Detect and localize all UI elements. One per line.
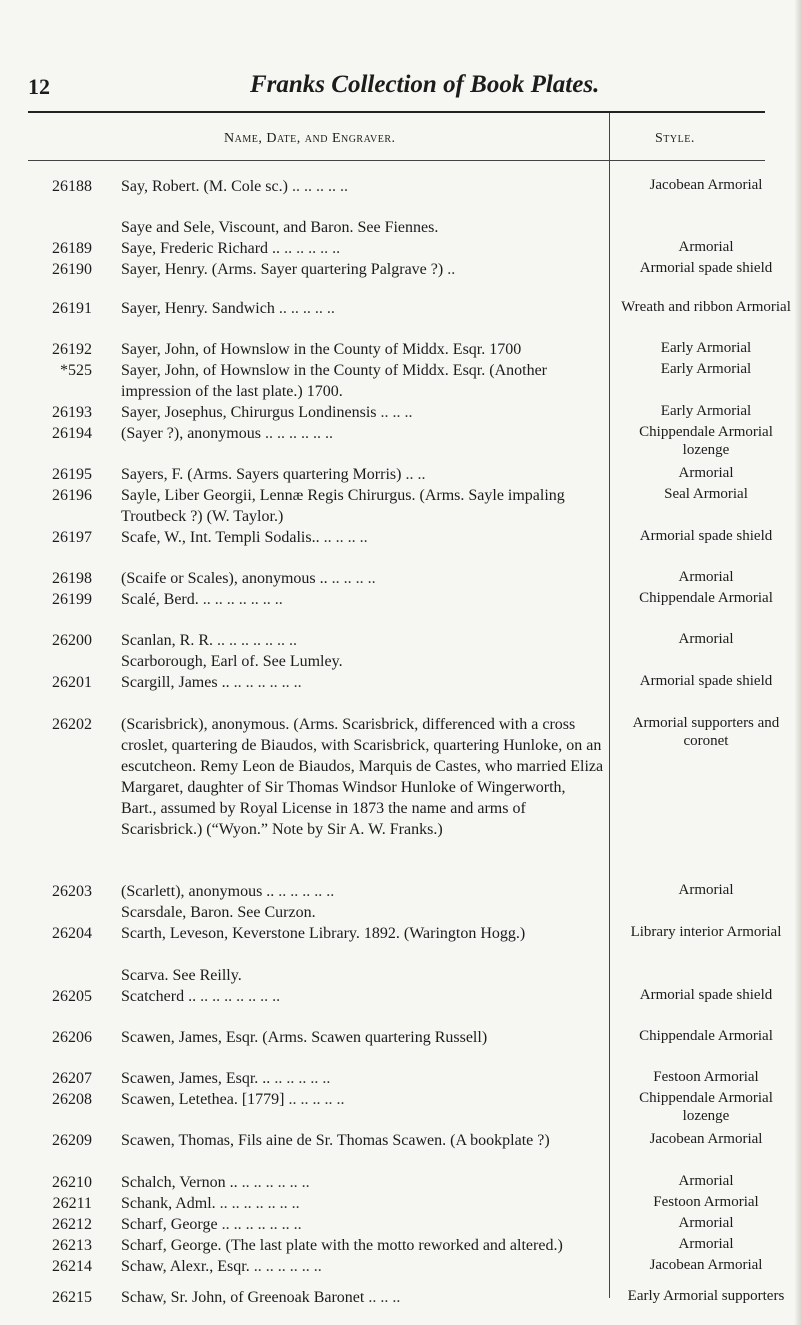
entry-name: (Scarlett), anonymous .. .. .. .. .. .. — [121, 883, 335, 900]
entry-style: Jacobean Armorial — [649, 177, 763, 193]
entry-name: Scanlan, R. R. .. .. .. .. .. .. .. — [121, 632, 297, 649]
entry-style: Early Armorial — [660, 340, 752, 356]
entry-name: Schank, Adml. .. .. .. .. .. .. .. — [121, 1195, 300, 1212]
entry-number: 26194 — [52, 425, 92, 442]
entry-number: 26199 — [52, 591, 92, 608]
entry-number: 26210 — [52, 1174, 92, 1191]
entry-style: Festoon Armorial — [653, 1194, 759, 1210]
entry-style: Armorial — [678, 882, 734, 898]
entry-number: 26205 — [52, 988, 92, 1005]
entry-name: Scawen, James, Esqr. (Arms. Scawen quartering Russell) — [121, 1029, 488, 1046]
entry-number: 26196 — [52, 487, 92, 504]
page-number: 12 — [28, 74, 50, 99]
entry-name: Scawen, Letethea. [1779] .. .. .. .. .. — [121, 1091, 345, 1108]
running-title: Franks Collection of Book Plates. — [250, 71, 600, 98]
entry-style: Armorial spade shield — [639, 260, 773, 276]
entry-style: Armorial — [678, 1215, 734, 1231]
entry-name: Saye, Frederic Richard .. .. .. .. .. .. — [121, 240, 341, 257]
entry-number: 26215 — [52, 1289, 92, 1306]
entry-number: 26203 — [52, 883, 92, 900]
entry-name: Scharf, George .. .. .. .. .. .. .. — [121, 1216, 302, 1233]
entry-style: Armorial spade shield — [639, 673, 773, 689]
entry-number: 26191 — [52, 300, 92, 317]
entry-style: Armorial — [678, 1236, 734, 1252]
entry-number: 26201 — [52, 674, 92, 691]
entry-name: Sayle, Liber Georgii, Lennæ Regis Chirurgus. (Arms. Sayle impaling Troutbeck ?) (W. Taylor.) — [121, 487, 565, 525]
entry-style: Armorial — [678, 1173, 734, 1189]
entry-style: Jacobean Armorial — [649, 1131, 763, 1147]
entry-name: Sayer, Josephus, Chirurgus Londinensis .. .. .. — [121, 404, 413, 421]
entry-name: Say, Robert. (M. Cole sc.) .. .. .. .. .. — [121, 178, 348, 195]
entry-name: Scargill, James .. .. .. .. .. .. .. — [121, 674, 302, 691]
entry-style: Early Armorial — [660, 403, 752, 419]
entry-number: 26209 — [52, 1132, 92, 1149]
entry-style: Festoon Armorial — [653, 1069, 759, 1085]
entry-name: Sayer, John, of Hownslow in the County of Middx. Esqr. (Another impression of the last plate.) 1700. — [121, 362, 547, 400]
entry-name: Scawen, Thomas, Fils aine de Sr. Thomas Scawen. (A bookplate ?) — [121, 1132, 550, 1149]
entry-number: 26197 — [52, 529, 92, 546]
entry-number: 26195 — [52, 466, 92, 483]
entry-name: Scawen, James, Esqr. .. .. .. .. .. .. — [121, 1070, 331, 1087]
column-header-name: Name, Date, and Engraver. — [224, 131, 396, 146]
entry-name: Sayer, Henry. (Arms. Sayer quartering Palgrave ?) .. — [121, 261, 456, 278]
entry-style: Jacobean Armorial — [649, 1257, 763, 1273]
entry-number: 26202 — [52, 716, 92, 733]
entry-number: 26200 — [52, 632, 92, 649]
entry-number: 26192 — [52, 341, 92, 358]
entry-style: Armorial supporters and coronet — [632, 715, 780, 749]
entry-name: Schaw, Sr. John, of Greenoak Baronet .. .. .. — [121, 1289, 401, 1306]
entry-name: Scalé, Berd. .. .. .. .. .. .. .. — [121, 591, 283, 608]
entry-name: (Scaife or Scales), anonymous .. .. .. .. .. — [121, 570, 376, 587]
entry-name: (Scarisbrick), anonymous. (Arms. Scarisbrick, differenced with a cross croslet, quartering de Biaudos, with Scarisbrick, quartering Hunloke, on an escutcheon. Remy Leon de Biaudos, Marquis de Castes, who married Eliza Margaret, daughter of Sir Thomas Windsor Hunloke of Wingerworth, Bart., assumed by Royal License in 1873 the name and arms of Scarisbrick.) (“Wyon.” Note by Sir A. W. Franks.) — [121, 716, 604, 838]
entry-style: Wreath and ribbon Armorial — [621, 299, 791, 315]
entry-name: Sayers, F. (Arms. Sayers quartering Morris) .. .. — [121, 466, 426, 483]
entry-style: Armorial spade shield — [639, 528, 773, 544]
entry-number: 26206 — [52, 1029, 92, 1046]
entry-style: Early Armorial — [660, 361, 752, 377]
entry-number: 26188 — [52, 178, 92, 195]
entry-style: Library interior Armorial — [630, 924, 782, 940]
entry-name: Schalch, Vernon .. .. .. .. .. .. .. — [121, 1174, 310, 1191]
entry-number: 26198 — [52, 570, 92, 587]
entry-name: Schaw, Alexr., Esqr. .. .. .. .. .. .. — [121, 1258, 322, 1275]
entry-name: Saye and Sele, Viscount, and Baron. See Fiennes. — [121, 219, 439, 236]
entry-style: Chippendale Armorial — [639, 1028, 773, 1044]
entry-style: Armorial spade shield — [639, 987, 773, 1003]
entry-name: Scarva. See Reilly. — [121, 967, 242, 984]
entry-number: 26204 — [52, 925, 92, 942]
entry-number: 26211 — [52, 1195, 92, 1212]
entry-style: Armorial — [678, 465, 734, 481]
entry-style: Chippendale Armorial lozenge — [639, 1090, 773, 1124]
entry-name: Scarborough, Earl of. See Lumley. — [121, 653, 343, 670]
entry-number: 26214 — [52, 1258, 92, 1275]
entry-number: 26189 — [52, 240, 92, 257]
entry-number: 26208 — [52, 1091, 92, 1108]
entry-style: Armorial — [678, 239, 734, 255]
entry-name: Scarsdale, Baron. See Curzon. — [121, 904, 316, 921]
entry-name: (Sayer ?), anonymous .. .. .. .. .. .. — [121, 425, 333, 442]
entry-name: Scharf, George. (The last plate with the motto reworked and altered.) — [121, 1237, 563, 1254]
entry-style: Seal Armorial — [664, 486, 748, 502]
entry-style: Chippendale Armorial — [639, 590, 773, 606]
entry-number: 26207 — [52, 1070, 92, 1087]
entry-number: 26213 — [52, 1237, 92, 1254]
entry-number: 26212 — [52, 1216, 92, 1233]
entry-name: Sayer, Henry. Sandwich .. .. .. .. .. — [121, 300, 335, 317]
entry-style: Early Armorial supporters — [627, 1288, 785, 1304]
page-edge-shadow — [794, 0, 801, 1325]
entry-name: Scatcherd .. .. .. .. .. .. .. .. — [121, 988, 281, 1005]
column-header-style: Style. — [655, 131, 695, 146]
entry-name: Sayer, John, of Hownslow in the County of Middx. Esqr. 1700 — [121, 341, 522, 358]
entry-style: Armorial — [678, 569, 734, 585]
entry-number: 26193 — [52, 404, 92, 421]
entry-name: Scafe, W., Int. Templi Sodalis.. .. .. .. .. — [121, 529, 368, 546]
entry-name: Scarth, Leveson, Keverstone Library. 1892. (Warington Hogg.) — [121, 925, 526, 942]
entry-number: 26190 — [52, 261, 92, 278]
entry-style: Chippendale Armorial lozenge — [639, 424, 773, 458]
entry-style: Armorial — [678, 631, 734, 647]
entry-number: *525 — [60, 362, 92, 379]
